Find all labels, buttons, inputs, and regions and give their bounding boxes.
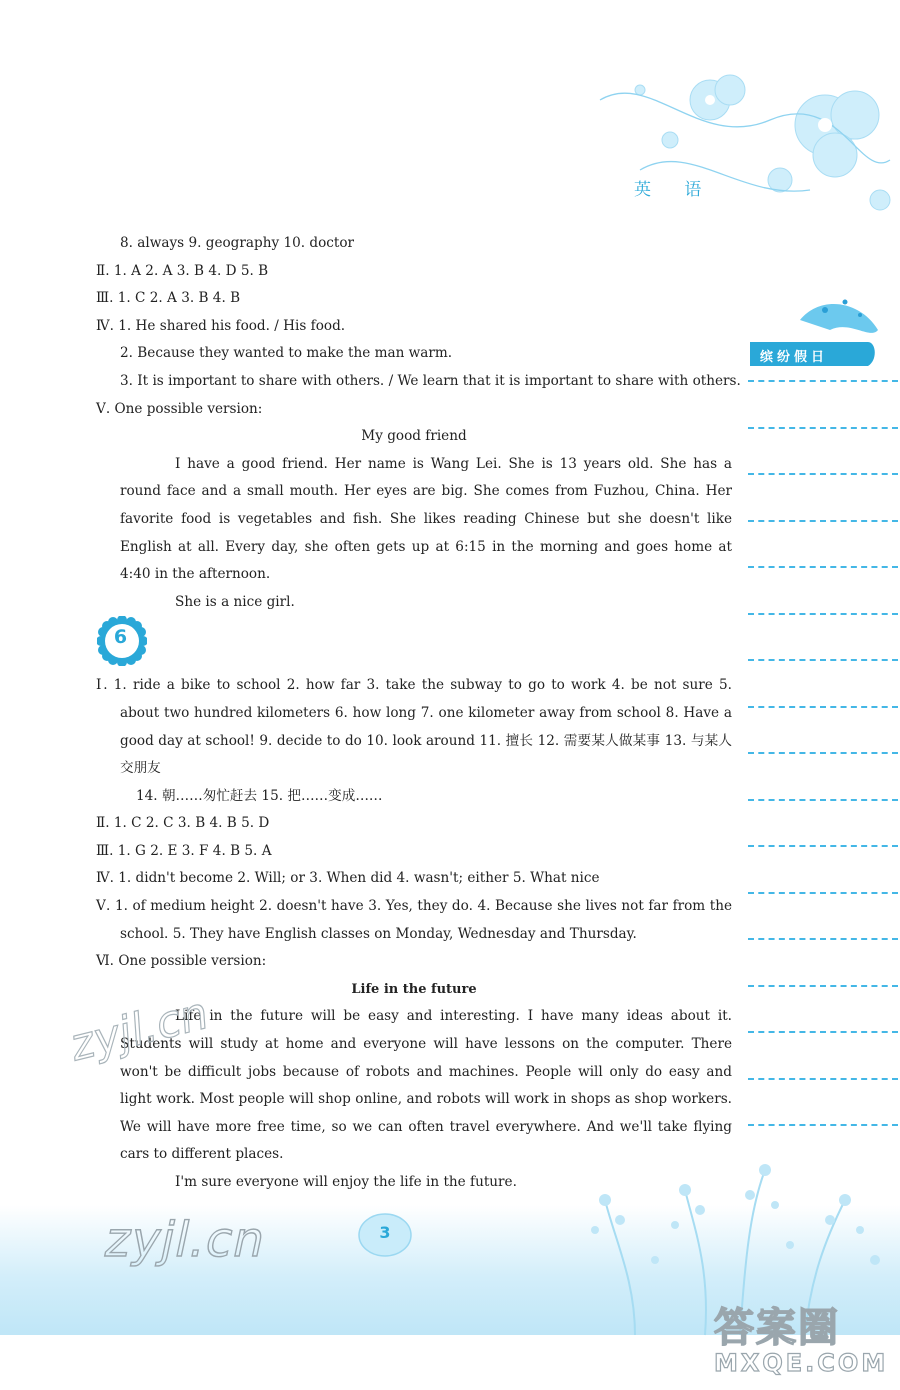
answer-line: 3. It is important to share with others. / We learn that it is important to share with others. xyxy=(120,372,741,389)
answer-line: Ⅳ. 1. He shared his food. / His food. xyxy=(96,317,346,334)
essay-title: My good friend xyxy=(361,428,467,445)
answer-line: 14. 朝……匆忙赶去 15. 把……变成…… xyxy=(136,787,383,804)
note-line xyxy=(748,706,898,708)
note-line xyxy=(748,1078,898,1080)
answer-line: Ⅲ. 1. C 2. A 3. B 4. B xyxy=(96,290,241,307)
essay-paragraph: Life in the future will be easy and interesting. I have many ideas about it. Students will study at home and everyone will have lessons on the computer. There won't be difficult jobs because of robots and machines. People will only do easy and light work. Most people will shop online, and robots will work in shops as shop workers. We will have more free time, so we can often travel everywhere. And we'll take flying cars to different places. xyxy=(120,1008,732,1163)
essay-paragraph: I have a good friend. Her name is Wang Lei. She is 13 years old. She has a round face and a small mouth. Her eyes are big. She comes from Fuzhou, China. Her favorite food is vegetables and fish. She likes reading Chinese but she doesn't like English at all. Every day, she often gets up at 6:15 in the morning and goes home at 4:40 in the afternoon. xyxy=(120,455,732,583)
answer-block: Ⅰ. 1. ride a bike to school 2. how far 3. take the subway to go to work 4. be not sure 5. about two hundred kilometers 6. how long 7. one kilometer away from school 8. Have a good day at school! 9. decide to do 10. look around 11. 擅长 12. 需要某人做某事 13. 与某人交朋友 xyxy=(96,677,732,777)
note-line xyxy=(748,799,898,801)
essay-closing: I'm sure everyone will enjoy the life in the future. xyxy=(175,1174,517,1190)
note-line xyxy=(748,985,898,987)
essay-closing: She is a nice girl. xyxy=(175,593,295,610)
note-line xyxy=(748,566,898,568)
note-line xyxy=(748,1031,898,1033)
note-line xyxy=(748,613,898,615)
note-line xyxy=(748,892,898,894)
note-line xyxy=(748,752,898,754)
answer-line: Ⅳ. 1. didn't become 2. Will; or 3. When did 4. wasn't; either 5. What nice xyxy=(96,870,600,887)
flower-decoration xyxy=(580,60,900,230)
subject-header: 英 语 xyxy=(634,180,716,200)
answer-line: Ⅱ. 1. A 2. A 3. B 4. D 5. B xyxy=(96,262,269,279)
watermark-site: zyjl.cn xyxy=(70,986,210,1073)
answer-line: Ⅱ. 1. C 2. C 3. B 4. B 5. D xyxy=(96,815,270,832)
answer-line: 2. Because they wanted to make the man warm. xyxy=(120,345,453,362)
answer-line: Ⅴ. One possible version: xyxy=(96,400,263,417)
answer-line: Ⅲ. 1. G 2. E 3. F 4. B 5. A xyxy=(96,842,272,859)
unit-number: 6 xyxy=(113,626,128,649)
note-line xyxy=(748,1124,898,1126)
essay-title: Life in the future xyxy=(351,981,477,997)
unit-badge xyxy=(96,616,732,672)
note-line xyxy=(748,938,898,940)
note-lines xyxy=(748,380,900,1171)
answer-line: Ⅵ. One possible version: xyxy=(96,953,267,970)
watermark-corner-top: 答案圈 xyxy=(714,1305,840,1351)
page-number: 3 xyxy=(379,1223,391,1242)
answer-line: 8. always 9. geography 10. doctor xyxy=(120,235,355,251)
note-line xyxy=(748,380,898,382)
watermark-site-large: zyjl.cn xyxy=(100,1212,272,1268)
note-line xyxy=(748,427,898,429)
watermark-corner xyxy=(714,1296,888,1377)
note-line xyxy=(748,845,898,847)
note-line xyxy=(748,473,898,475)
note-line xyxy=(748,520,898,522)
answer-content xyxy=(96,230,741,1197)
sidebar-badge-label: 缤纷假日 xyxy=(760,350,829,365)
note-line xyxy=(748,659,898,661)
watermark-corner-bottom: MXQE.COM xyxy=(714,1349,889,1377)
answer-block: Ⅴ. 1. of medium height 2. doesn't have 3. Yes, they do. 4. Because she lives not far from the school. 5. They have English classes on Monday, Wednesday and Thursday. xyxy=(96,898,732,942)
